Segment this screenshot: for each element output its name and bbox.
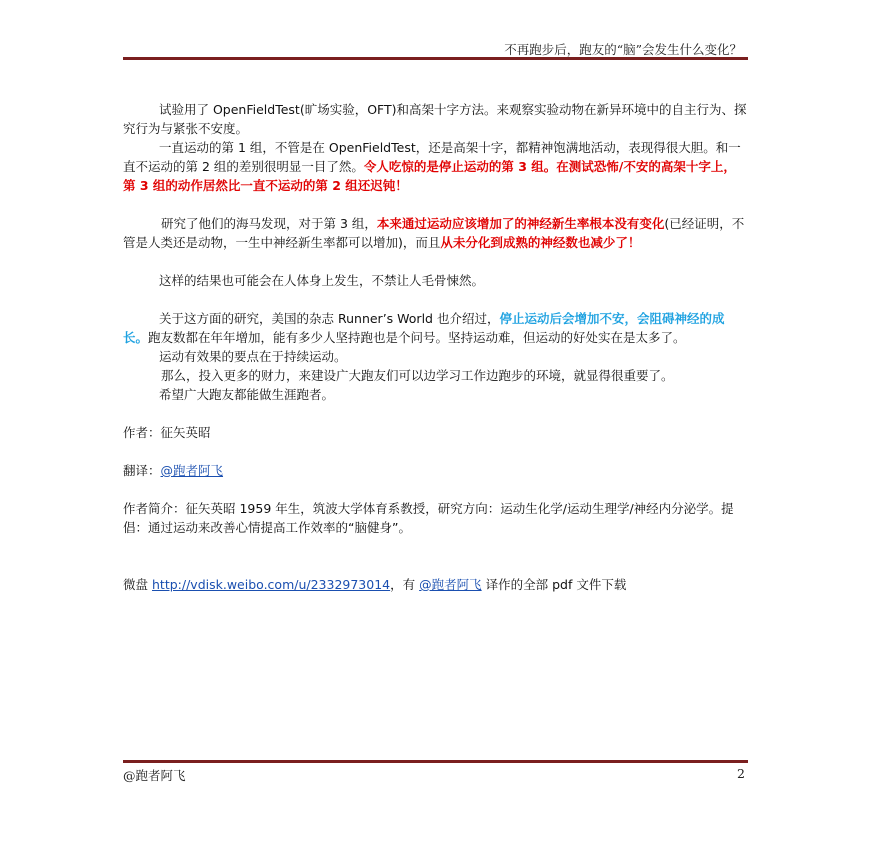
- paragraph-results: [123, 138, 747, 195]
- paragraph-key-point-text: 运动有效果的要点在于持续运动。: [159, 349, 347, 364]
- download-handle-link[interactable]: @跑者阿飞: [419, 577, 482, 592]
- paragraph-runners-world-a: 关于这方面的研究，美国的杂志 Runner’s World 也介绍过，: [159, 311, 500, 326]
- translator-line: [123, 461, 747, 480]
- paragraph-runners-world-b: 跑友数都在年年增加，能有多少人坚持跑也是个问号。坚持运动难，但运动的好处实在是太多了。: [148, 330, 686, 345]
- article-body: [123, 100, 747, 594]
- highlight-group3: 令人吃惊的是停止运动的第 3 组。在测试恐怖/不安的高架十字上，第 3 组的动作居然比一直不运动的第 2 组还迟钝！: [123, 159, 736, 193]
- paragraph-environment-text: 那么，投入更多的财力，来建设广大跑友们可以边学习工作边跑步的环境，就显得很重要了。: [161, 368, 674, 383]
- translator-label: 翻译：: [123, 463, 161, 478]
- paragraph-wish-text: 希望广大跑友都能做生涯跑者。: [159, 387, 335, 402]
- paragraph-conclusion: [123, 271, 747, 290]
- highlight-anxiety: 停止运动后会增加不安，会阻碍神经的成长。: [123, 311, 725, 345]
- paragraph-hippocampus-b: (已经证明，不管是人类还是动物，一生中神经新生率都可以增加)，而且: [123, 216, 745, 250]
- header-rule: [123, 57, 748, 60]
- download-url-link[interactable]: http://vdisk.weibo.com/u/2332973014: [152, 577, 391, 592]
- header-title: 不再跑步后，跑友的“脑”会发生什么变化？: [504, 42, 742, 57]
- paragraph-wish: [123, 385, 747, 404]
- footer-rule: [123, 760, 748, 763]
- highlight-neurons: 从未分化到成熟的神经数也减少了！: [440, 235, 641, 250]
- footer-handle: @跑者阿飞: [123, 768, 186, 783]
- download-suffix: 译作的全部 pdf 文件下载: [485, 577, 627, 592]
- paragraph-method-text: 试验用了 OpenFieldTest(旷场实验，OFT)和高架十字方法。来观察实验动物在新异环境中的自主行为、探究行为与紧张不安度。: [123, 102, 747, 136]
- download-line: [123, 575, 747, 594]
- page-number: 2: [737, 766, 745, 781]
- paragraph-hippocampus-a: 研究了他们的海马发现，对于第 3 组，: [161, 216, 377, 231]
- paragraph-runners-world: [123, 309, 747, 347]
- paragraph-results-text: 一直运动的第 1 组，不管是在 OpenFieldTest，还是高架十字，都精神饱满地活动，表现得很大胆。和一直不运动的第 2 组的差别很明显一目了然。: [123, 140, 741, 174]
- paragraph-hippocampus: [123, 214, 747, 252]
- paragraph-method: [123, 100, 747, 138]
- paragraph-environment: [123, 366, 747, 385]
- author-line: 作者：征矢英昭: [123, 425, 211, 440]
- download-prefix: 微盘: [123, 577, 149, 592]
- translator-link[interactable]: @跑者阿飞: [160, 463, 224, 478]
- paragraph-conclusion-text: 这样的结果也可能会在人体身上发生，不禁让人毛骨悚然。: [159, 273, 485, 288]
- paragraph-key-point: [123, 347, 747, 366]
- author-bio: 作者简介：征矢英昭 1959 年生，筑波大学体育系教授，研究方向：运动生化学/运动生理学/神经内分泌学。提倡：通过运动来改善心情提高工作效率的“脑健身”。: [123, 501, 734, 535]
- highlight-neurogenesis: 本来通过运动应该增加了的神经新生率根本没有变化: [376, 216, 665, 231]
- download-middle: ，有: [390, 577, 416, 592]
